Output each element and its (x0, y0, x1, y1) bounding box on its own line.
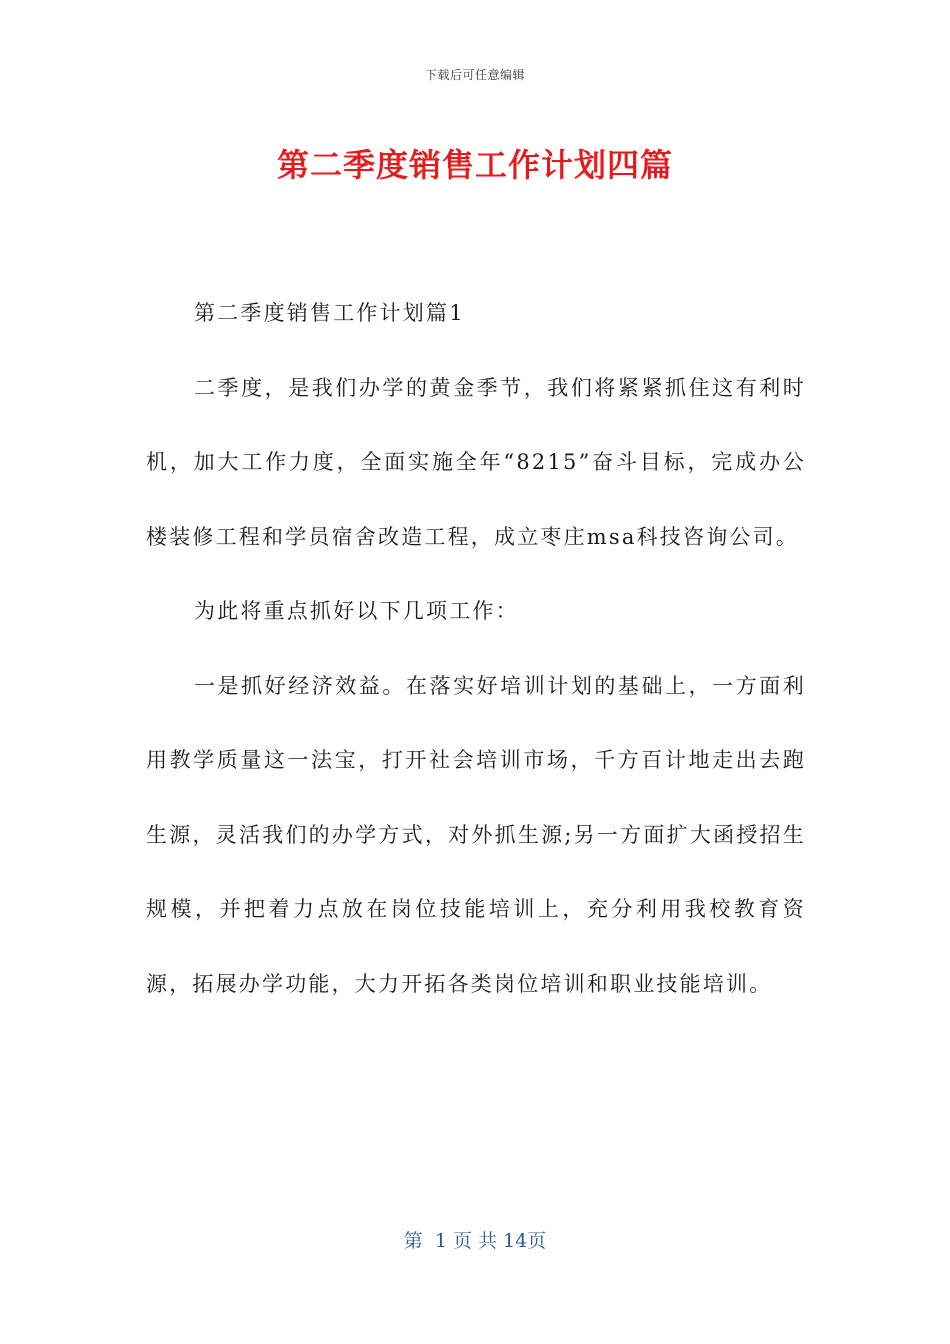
paragraph-focus: 为此将重点抓好以下几项工作： (194, 599, 519, 623)
page-number: 第 1 页 共 14页 (403, 1230, 547, 1252)
document-title: 第二季度销售工作计划四篇 (276, 146, 673, 184)
document-body (146, 276, 806, 1021)
paragraph-intro: 二季度，是我们办学的黄金季节，我们将紧紧抓住这有利时机，加大工作力度，全面实施全年“8215”奋斗目标，完成办公楼装修工程和学员宿舍改造工程，成立枣庄msa科技咨询公司。 (146, 375, 806, 549)
paragraph-economic-benefit: 一是抓好经济效益。在落实好培训计划的基础上，一方面利用教学质量这一法宝，打开社会培训市场，千方百计地走出去跑生源，灵活我们的办学方式，对外抓生源;另一方面扩大函授招生规模，并把着力点放在岗位技能培训上，充分利用我校教育资源，拓展办学功能，大力开拓各类岗位培训和职业技能培训。 (146, 673, 806, 996)
header-note: 下载后可任意编辑 (424, 68, 525, 82)
section-heading: 第二季度销售工作计划篇1 (194, 301, 465, 325)
